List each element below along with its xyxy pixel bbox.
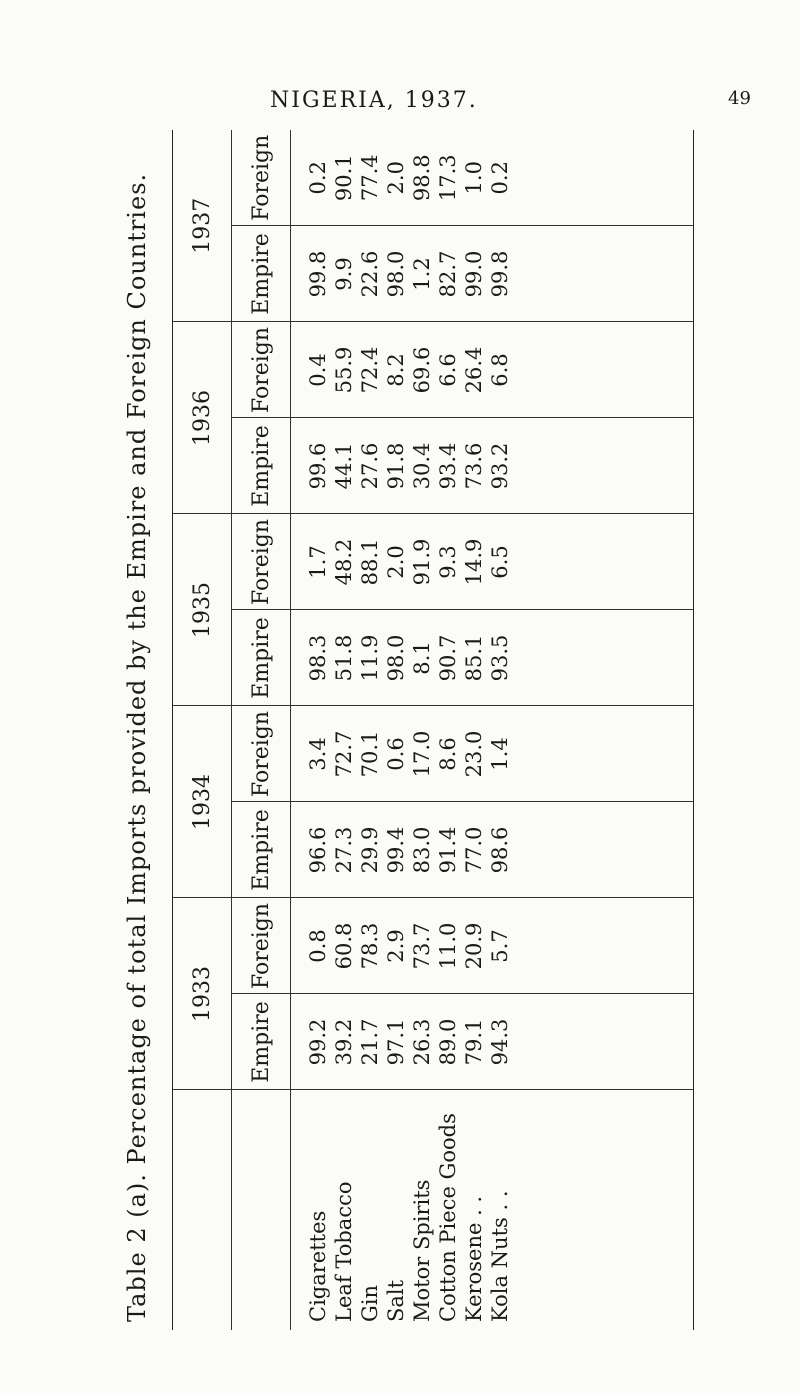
cell-value: 26.4 — [462, 346, 486, 394]
cell-value: 1.4 — [488, 737, 512, 771]
foreign-header: Foreign — [232, 514, 291, 610]
rotated-table-block — [110, 130, 710, 1330]
cell-value: 2.9 — [384, 929, 408, 963]
cell-value: 73.7 — [410, 922, 434, 970]
cell-value: 8.2 — [384, 353, 408, 387]
cell-value: 99.8 — [306, 250, 330, 298]
value-column — [291, 322, 694, 418]
cell-value: 94.3 — [488, 1018, 512, 1066]
cell-value: 98.0 — [384, 250, 408, 298]
empire-header: Empire — [232, 802, 291, 898]
cell-value: 90.7 — [436, 634, 460, 682]
cell-value: 1.7 — [306, 545, 330, 579]
empire-header: Empire — [232, 418, 291, 514]
cell-value: 51.8 — [332, 634, 356, 682]
year-header: 1937 — [173, 130, 232, 322]
value-column — [291, 994, 694, 1090]
cell-value: 30.4 — [410, 442, 434, 490]
table-caption: Table 2 (a). Percentage of total Imports provided by the Empire and Foreign Countries. — [123, 172, 151, 1322]
corner-cell — [232, 1090, 291, 1330]
cell-value: 27.6 — [358, 442, 382, 490]
cell-value: 26.3 — [410, 1018, 434, 1066]
value-column — [291, 802, 694, 898]
cell-value: 90.1 — [332, 154, 356, 202]
cell-value: 85.1 — [462, 634, 486, 682]
cell-value: 93.5 — [488, 634, 512, 682]
cell-value: 11.9 — [358, 634, 382, 682]
imports-table — [172, 130, 694, 1330]
cell-value: 0.8 — [306, 929, 330, 963]
cell-value: 6.6 — [436, 353, 460, 387]
cell-value: 77.4 — [358, 154, 382, 202]
cell-value: 20.9 — [462, 922, 486, 970]
page-number: 49 — [728, 88, 751, 109]
cell-value: 93.2 — [488, 442, 512, 490]
cell-value: 3.4 — [306, 737, 330, 771]
cell-value: 5.7 — [488, 929, 512, 963]
cell-value: 93.4 — [436, 442, 460, 490]
cell-value: 6.5 — [488, 545, 512, 579]
cell-value: 11.0 — [436, 922, 460, 970]
empire-header: Empire — [232, 994, 291, 1090]
cell-value: 60.8 — [332, 922, 356, 970]
cell-value: 39.2 — [332, 1018, 356, 1066]
cell-value: 99.6 — [306, 442, 330, 490]
value-column — [291, 418, 694, 514]
cell-value: 0.2 — [488, 161, 512, 195]
row-label: Gin — [358, 1284, 382, 1322]
cell-value: 72.7 — [332, 730, 356, 778]
cell-value: 6.8 — [488, 353, 512, 387]
cell-value: 0.4 — [306, 353, 330, 387]
year-header: 1936 — [173, 322, 232, 514]
cell-value: 98.3 — [306, 634, 330, 682]
cell-value: 8.1 — [410, 641, 434, 675]
row-label: Salt — [384, 1279, 408, 1322]
value-column — [291, 514, 694, 610]
cell-value: 91.4 — [436, 826, 460, 874]
foreign-header: Foreign — [232, 322, 291, 418]
cell-value: 44.1 — [332, 442, 356, 490]
cell-value: 91.8 — [384, 442, 408, 490]
empire-header: Empire — [232, 226, 291, 322]
cell-value: 17.3 — [436, 154, 460, 202]
cell-value: 89.0 — [436, 1018, 460, 1066]
cell-value: 70.1 — [358, 730, 382, 778]
cell-value: 78.3 — [358, 922, 382, 970]
cell-value: 99.0 — [462, 250, 486, 298]
cell-value: 97.1 — [384, 1018, 408, 1066]
value-column — [291, 706, 694, 802]
cell-value: 48.2 — [332, 538, 356, 586]
cell-value: 14.9 — [462, 538, 486, 586]
cell-value: 9.3 — [436, 545, 460, 579]
cell-value: 22.6 — [358, 250, 382, 298]
cell-value: 23.0 — [462, 730, 486, 778]
empire-header: Empire — [232, 610, 291, 706]
value-column — [291, 130, 694, 226]
sub-header-row — [232, 130, 291, 1330]
row-label: Kola Nuts . . — [488, 1190, 512, 1322]
cell-value: 9.9 — [332, 257, 356, 291]
cell-value: 21.7 — [358, 1018, 382, 1066]
cell-value: 91.9 — [410, 538, 434, 586]
row-label: Cigarettes — [306, 1210, 330, 1322]
year-header: 1935 — [173, 514, 232, 706]
cell-value: 99.8 — [488, 250, 512, 298]
value-column — [291, 226, 694, 322]
table-body-row — [291, 130, 694, 1330]
cell-value: 99.2 — [306, 1018, 330, 1066]
cell-value: 8.6 — [436, 737, 460, 771]
cell-value: 0.2 — [306, 161, 330, 195]
cell-value: 27.3 — [332, 826, 356, 874]
cell-value: 98.8 — [410, 154, 434, 202]
value-column — [291, 610, 694, 706]
cell-value: 69.6 — [410, 346, 434, 394]
year-header-row — [173, 130, 232, 1330]
cell-value: 99.4 — [384, 826, 408, 874]
page-header — [0, 88, 800, 118]
cell-value: 88.1 — [358, 538, 382, 586]
cell-value: 29.9 — [358, 826, 382, 874]
corner-cell — [173, 1090, 232, 1330]
cell-value: 72.4 — [358, 346, 382, 394]
row-label: Cotton Piece Goods — [436, 1113, 460, 1322]
foreign-header: Foreign — [232, 706, 291, 802]
row-label: Leaf Tobacco — [332, 1181, 356, 1322]
cell-value: 96.6 — [306, 826, 330, 874]
cell-value: 98.6 — [488, 826, 512, 874]
value-column — [291, 898, 694, 994]
cell-value: 1.0 — [462, 161, 486, 195]
year-header: 1933 — [173, 898, 232, 1090]
cell-value: 77.0 — [462, 826, 486, 874]
cell-value: 82.7 — [436, 250, 460, 298]
foreign-header: Foreign — [232, 130, 291, 226]
row-label: Motor Spirits — [410, 1179, 434, 1322]
cell-value: 98.0 — [384, 634, 408, 682]
year-header: 1934 — [173, 706, 232, 898]
foreign-header: Foreign — [232, 898, 291, 994]
cell-value: 55.9 — [332, 346, 356, 394]
cell-value: 1.2 — [410, 257, 434, 291]
cell-value: 83.0 — [410, 826, 434, 874]
cell-value: 2.0 — [384, 161, 408, 195]
cell-value: 17.0 — [410, 730, 434, 778]
cell-value: 0.6 — [384, 737, 408, 771]
running-title: NIGERIA, 1937. — [270, 88, 478, 113]
cell-value: 2.0 — [384, 545, 408, 579]
row-label: Kerosene . . — [462, 1195, 486, 1322]
commodity-column — [291, 1090, 694, 1330]
cell-value: 73.6 — [462, 442, 486, 490]
cell-value: 79.1 — [462, 1018, 486, 1066]
